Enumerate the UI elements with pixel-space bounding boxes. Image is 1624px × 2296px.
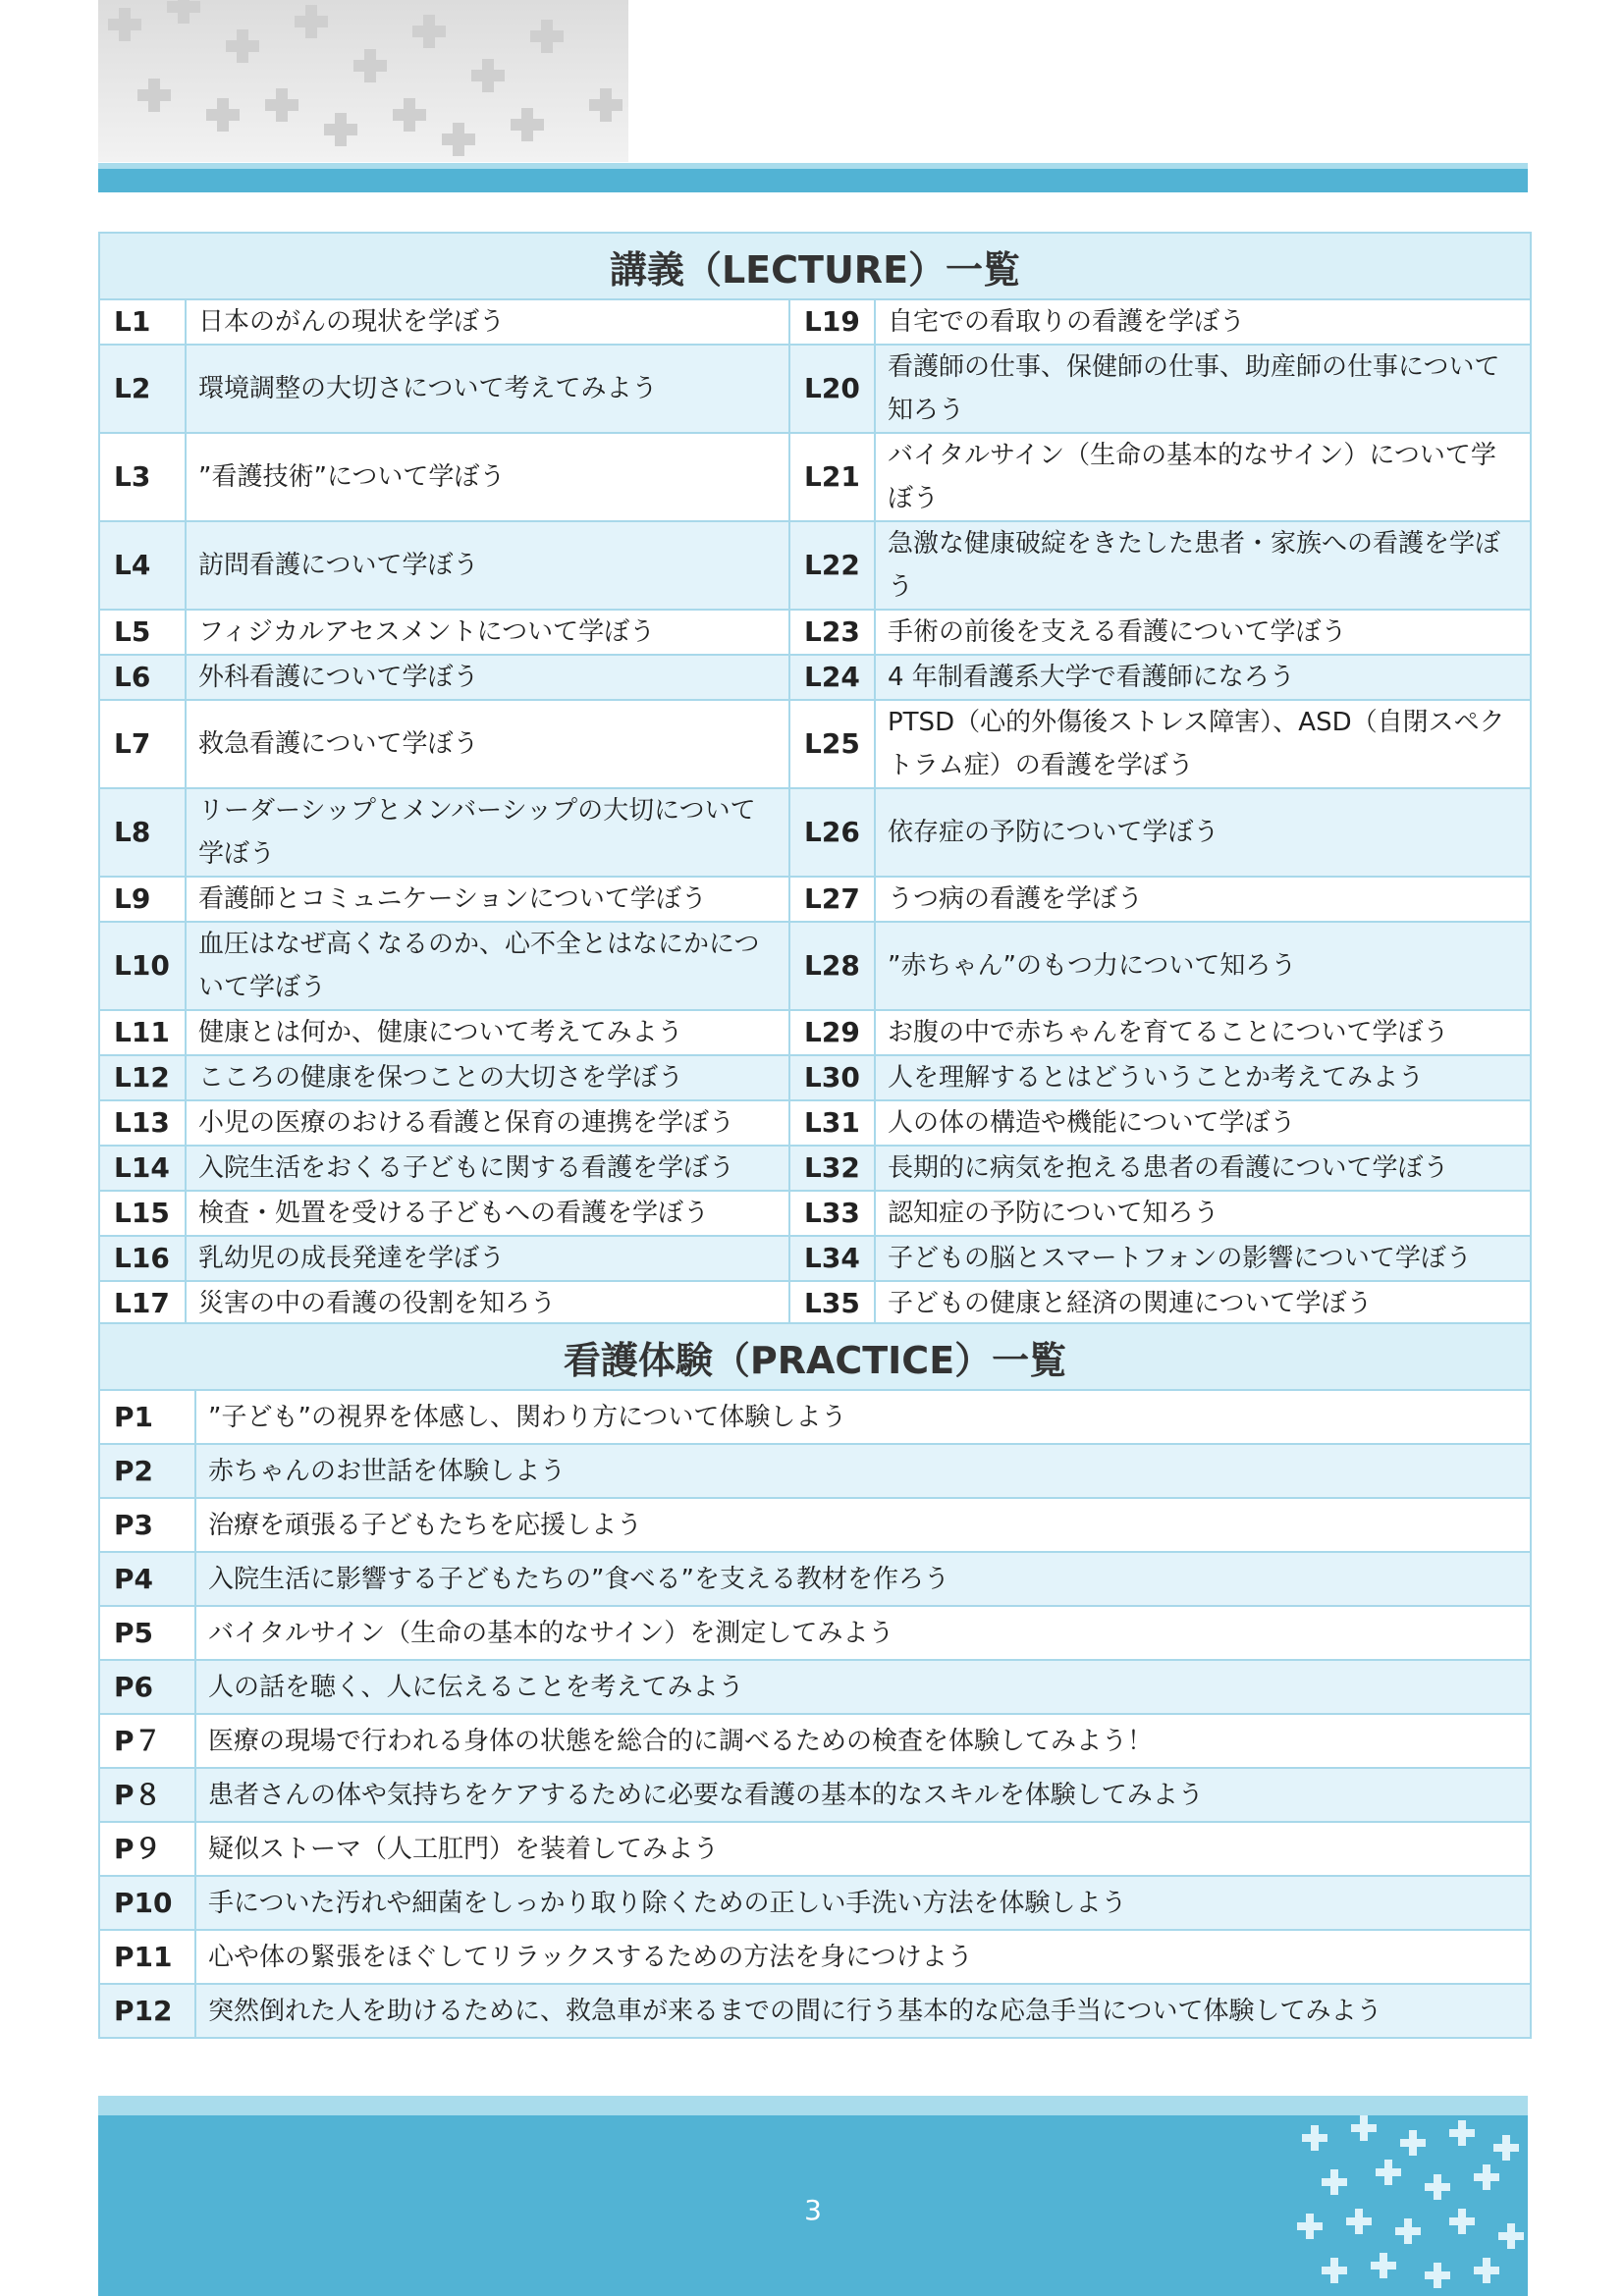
lecture-title-right: 人を理解するとはどういうことか考えてみよう (875, 1055, 1531, 1100)
cross-pattern-icon (167, 0, 200, 24)
lecture-table (98, 232, 1532, 1372)
lecture-title-left: ”看護技術”について学ぼう (186, 433, 789, 521)
practice-title: 医療の現場で行われる身体の状態を総合的に調べるための検査を体験してみよう！ (195, 1714, 1531, 1768)
cross-pattern-icon (1474, 2164, 1499, 2190)
footer (98, 2096, 1528, 2296)
lecture-code-left: L10 (99, 922, 186, 1010)
cross-pattern-icon (589, 88, 623, 122)
lecture-title-left: 入院生活をおくる子どもに関する看護を学ぼう (186, 1146, 789, 1191)
cross-pattern-icon (1493, 2135, 1519, 2161)
cross-pattern-icon (295, 5, 328, 38)
cross-pattern-icon (1425, 2174, 1450, 2200)
practice-title: ”子ども”の視界を体感し、関わり方について体験しよう (195, 1390, 1531, 1444)
practice-code: P1 (99, 1390, 195, 1444)
lecture-code-right: L32 (789, 1146, 875, 1191)
practice-title: 突然倒れた人を助けるために、救急車が来るまでの間に行う基本的な応急手当について体験してみよう (195, 1984, 1531, 2038)
practice-code: P3 (99, 1498, 195, 1552)
practice-code: P11 (99, 1930, 195, 1984)
header-decoration (98, 0, 628, 162)
practice-row (99, 1714, 1531, 1768)
lecture-row (99, 521, 1531, 610)
lecture-code-left: L11 (99, 1010, 186, 1055)
lecture-title-right: 子どもの健康と経済の関連について学ぼう (875, 1281, 1531, 1326)
lecture-title-right: 人の体の構造や機能について学ぼう (875, 1100, 1531, 1146)
cross-pattern-icon (530, 20, 564, 53)
lecture-code-left: L2 (99, 345, 186, 433)
practice-title: 人の話を聴く、人に伝えることを考えてみよう (195, 1660, 1531, 1714)
lecture-code-right: L35 (789, 1281, 875, 1326)
cross-pattern-icon (206, 98, 240, 132)
lecture-title-right: 急激な健康破綻をきたした患者・家族への看護を学ぼう (875, 521, 1531, 610)
lecture-code-right: L29 (789, 1010, 875, 1055)
cross-pattern-icon (1322, 2169, 1347, 2195)
page-number: 3 (804, 2194, 822, 2226)
practice-title: 心や体の緊張をほぐしてリラックスするための方法を身につけよう (195, 1930, 1531, 1984)
lecture-title-right: 自宅での看取りの看護を学ぼう (875, 299, 1531, 345)
lecture-row (99, 610, 1531, 655)
practice-title: 治療を頑張る子どもたちを応援しよう (195, 1498, 1531, 1552)
practice-code: P７ (99, 1714, 195, 1768)
practice-title: 疑似ストーマ（人工肛門）を装着してみよう (195, 1822, 1531, 1876)
lecture-title-right: 認知症の予防について知ろう (875, 1191, 1531, 1236)
lecture-row (99, 922, 1531, 1010)
cross-pattern-icon (1376, 2160, 1401, 2185)
lecture-code-left: L5 (99, 610, 186, 655)
lecture-code-right: L22 (789, 521, 875, 610)
lecture-row (99, 877, 1531, 922)
lecture-title-right: バイタルサイン（生命の基本的なサイン）について学ぼう (875, 433, 1531, 521)
practice-title: 赤ちゃんのお世話を体験しよう (195, 1444, 1531, 1498)
lecture-row (99, 1010, 1531, 1055)
cross-pattern-icon (1322, 2258, 1347, 2283)
practice-table-title: 看護体験（PRACTICE）一覧 (99, 1323, 1531, 1390)
practice-title: バイタルサイン（生命の基本的なサイン）を測定してみよう (195, 1606, 1531, 1660)
lecture-code-left: L12 (99, 1055, 186, 1100)
lecture-code-right: L30 (789, 1055, 875, 1100)
cross-pattern-icon (1449, 2209, 1475, 2234)
practice-row (99, 1984, 1531, 2038)
cross-pattern-icon (1474, 2258, 1499, 2283)
lecture-code-left: L3 (99, 433, 186, 521)
cross-pattern-icon (442, 123, 475, 156)
lecture-title-left: 血圧はなぜ高くなるのか、心不全とはなにかについて学ぼう (186, 922, 789, 1010)
lecture-code-left: L14 (99, 1146, 186, 1191)
lecture-code-left: L6 (99, 655, 186, 700)
practice-row (99, 1930, 1531, 1984)
lecture-code-right: L26 (789, 788, 875, 877)
cross-pattern-icon (1346, 2209, 1372, 2234)
header-bar (98, 163, 1528, 192)
lecture-title-right: 長期的に病気を抱える患者の看護について学ぼう (875, 1146, 1531, 1191)
lecture-code-right: L25 (789, 700, 875, 788)
lecture-title-right: 子どもの脳とスマートフォンの影響について学ぼう (875, 1236, 1531, 1281)
cross-pattern-icon (511, 108, 544, 141)
lecture-title-right: 看護師の仕事、保健師の仕事、助産師の仕事について知ろう (875, 345, 1531, 433)
lecture-title-right: 手術の前後を支える看護について学ぼう (875, 610, 1531, 655)
lecture-title-left: 環境調整の大切さについて考えてみよう (186, 345, 789, 433)
practice-row (99, 1606, 1531, 1660)
practice-title: 手についた汚れや細菌をしっかり取り除くための正しい手洗い方法を体験しよう (195, 1876, 1531, 1930)
cross-pattern-icon (1498, 2223, 1524, 2249)
lecture-code-right: L31 (789, 1100, 875, 1146)
lecture-title-left: リーダーシップとメンバーシップの大切について学ぼう (186, 788, 789, 877)
lecture-title-left: 小児の医療のおける看護と保育の連携を学ぼう (186, 1100, 789, 1146)
lecture-table-title: 講義（LECTURE）一覧 (99, 233, 1531, 299)
practice-code: P８ (99, 1768, 195, 1822)
lecture-title-left: フィジカルアセスメントについて学ぼう (186, 610, 789, 655)
lecture-code-left: L7 (99, 700, 186, 788)
cross-pattern-icon (353, 49, 387, 82)
lecture-row (99, 1100, 1531, 1146)
cross-pattern-icon (1302, 2125, 1327, 2151)
cross-pattern-icon (1395, 2218, 1421, 2244)
practice-row (99, 1390, 1531, 1444)
cross-pattern-icon (137, 79, 171, 112)
lecture-title-right: うつ病の看護を学ぼう (875, 877, 1531, 922)
cross-pattern-icon (1351, 2115, 1377, 2141)
lecture-title-left: 日本のがんの現状を学ぼう (186, 299, 789, 345)
lecture-title-left: 訪問看護について学ぼう (186, 521, 789, 610)
cross-pattern-icon (393, 98, 426, 132)
lecture-code-right: L23 (789, 610, 875, 655)
lecture-title-left: 救急看護について学ぼう (186, 700, 789, 788)
lecture-title-left: 健康とは何か、健康について考えてみよう (186, 1010, 789, 1055)
lecture-title-right: ”赤ちゃん”のもつ力について知ろう (875, 922, 1531, 1010)
cross-pattern-icon (265, 88, 298, 122)
footer-decoration (1292, 2115, 1528, 2296)
practice-row (99, 1876, 1531, 1930)
cross-pattern-icon (1371, 2253, 1396, 2278)
practice-code: P９ (99, 1822, 195, 1876)
lecture-row (99, 1055, 1531, 1100)
lecture-code-right: L34 (789, 1236, 875, 1281)
lecture-code-right: L21 (789, 433, 875, 521)
lecture-code-right: L33 (789, 1191, 875, 1236)
lecture-row (99, 345, 1531, 433)
practice-code: P12 (99, 1984, 195, 2038)
lecture-row (99, 299, 1531, 345)
practice-table (98, 1322, 1532, 2039)
practice-row (99, 1552, 1531, 1606)
cross-pattern-icon (1400, 2130, 1426, 2156)
lecture-row (99, 1281, 1531, 1326)
lecture-row (99, 655, 1531, 700)
cross-pattern-icon (108, 8, 141, 41)
lecture-code-left: L4 (99, 521, 186, 610)
practice-row (99, 1822, 1531, 1876)
lecture-title-left: こころの健康を保つことの大切さを学ぼう (186, 1055, 789, 1100)
lecture-row (99, 700, 1531, 788)
practice-code: P6 (99, 1660, 195, 1714)
lecture-row (99, 1236, 1531, 1281)
lecture-code-right: L28 (789, 922, 875, 1010)
lecture-row (99, 1146, 1531, 1191)
practice-code: P10 (99, 1876, 195, 1930)
lecture-code-left: L9 (99, 877, 186, 922)
lecture-title-left: 看護師とコミュニケーションについて学ぼう (186, 877, 789, 922)
practice-row (99, 1498, 1531, 1552)
lecture-row (99, 788, 1531, 877)
practice-code: P2 (99, 1444, 195, 1498)
lecture-row (99, 1191, 1531, 1236)
lecture-row (99, 433, 1531, 521)
lecture-code-right: L24 (789, 655, 875, 700)
cross-pattern-icon (324, 113, 357, 146)
practice-row (99, 1660, 1531, 1714)
cross-pattern-icon (1449, 2120, 1475, 2146)
cross-pattern-icon (226, 29, 259, 63)
lecture-code-right: L19 (789, 299, 875, 345)
practice-title: 患者さんの体や気持ちをケアするために必要な看護の基本的なスキルを体験してみよう (195, 1768, 1531, 1822)
lecture-code-right: L20 (789, 345, 875, 433)
lecture-title-left: 外科看護について学ぼう (186, 655, 789, 700)
lecture-title-right: PTSD（心的外傷後ストレス障害）、ASD（自閉スペクトラム症）の看護を学ぼう (875, 700, 1531, 788)
cross-pattern-icon (1425, 2263, 1450, 2288)
practice-row (99, 1444, 1531, 1498)
lecture-code-left: L8 (99, 788, 186, 877)
practice-row (99, 1768, 1531, 1822)
practice-code: P4 (99, 1552, 195, 1606)
practice-title: 入院生活に影響する子どもたちの”食べる”を支える教材を作ろう (195, 1552, 1531, 1606)
lecture-title-right: 依存症の予防について学ぼう (875, 788, 1531, 877)
lecture-title-right: 4 年制看護系大学で看護師になろう (875, 655, 1531, 700)
lecture-title-left: 検査・処置を受ける子どもへの看護を学ぼう (186, 1191, 789, 1236)
lecture-title-right: お腹の中で赤ちゃんを育てることについて学ぼう (875, 1010, 1531, 1055)
lecture-code-right: L27 (789, 877, 875, 922)
cross-pattern-icon (471, 59, 505, 92)
lecture-code-left: L13 (99, 1100, 186, 1146)
cross-pattern-icon (412, 15, 446, 48)
lecture-title-left: 災害の中の看護の役割を知ろう (186, 1281, 789, 1326)
cross-pattern-icon (1297, 2214, 1323, 2239)
lecture-code-left: L1 (99, 299, 186, 345)
lecture-code-left: L16 (99, 1236, 186, 1281)
practice-code: P5 (99, 1606, 195, 1660)
lecture-title-left: 乳幼児の成長発達を学ぼう (186, 1236, 789, 1281)
lecture-code-left: L15 (99, 1191, 186, 1236)
lecture-code-left: L17 (99, 1281, 186, 1326)
